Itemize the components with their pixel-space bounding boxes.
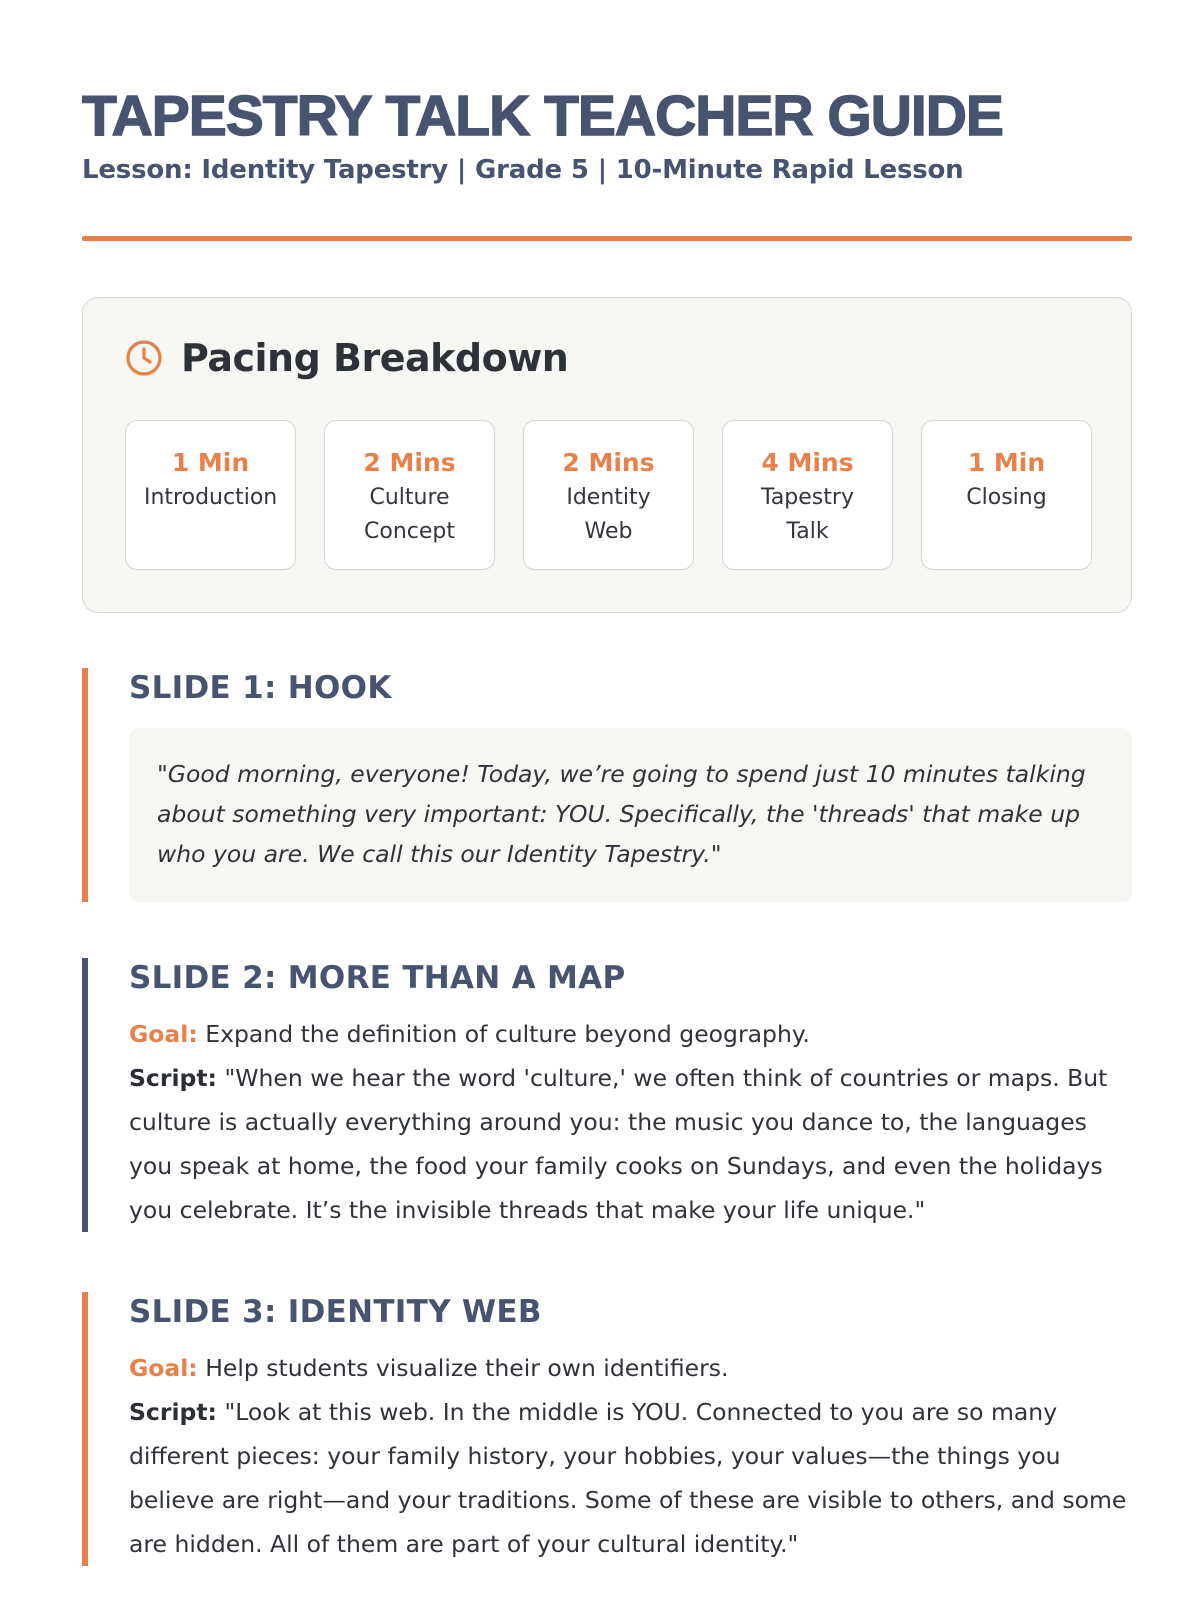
- pacing-card-culture-concept: [324, 420, 495, 570]
- pacing-card-time: 2 Mins: [562, 448, 655, 477]
- script-text: "Look at this web. In the middle is YOU. Connected to you are so many different pieces: your family history, your hobbies, your values—the things you believe are right—and your traditions. Some of these are visible to others, and some are hidden. All of them are part of your cultural identity.": [129, 1398, 1127, 1558]
- slide-2-section: [82, 958, 1132, 1232]
- slide-1-section: [82, 668, 1132, 902]
- pacing-card-label: Introduction: [144, 485, 278, 510]
- pacing-card-label: Tapestry Talk: [761, 485, 854, 544]
- slide-accent-bar: [82, 668, 88, 902]
- slide-3-title: SLIDE 3: IDENTITY WEB: [129, 1294, 542, 1330]
- goal-text: Expand the definition of culture beyond geography.: [205, 1020, 810, 1048]
- goal-text: Help students visualize their own identifiers.: [205, 1354, 729, 1382]
- pacing-card-tapestry-talk: [722, 420, 893, 570]
- slide-accent-bar: [82, 958, 88, 1232]
- slide-3-body: [129, 1346, 1132, 1566]
- slide-accent-bar: [82, 1292, 88, 1566]
- lesson-subtitle: Lesson: Identity Tapestry | Grade 5 | 10-Minute Rapid Lesson: [82, 155, 964, 185]
- header-divider: [82, 236, 1132, 241]
- pacing-card-introduction: [125, 420, 296, 570]
- pacing-panel: [82, 297, 1132, 613]
- slide-1-quote: "Good morning, everyone! Today, we’re going to spend just 10 minutes talking about something very important: YOU. Specifically, the 'threads' that make up who you are. We call this our Identity Tapestry.": [129, 728, 1132, 902]
- slide-2-body: [129, 1012, 1132, 1232]
- pacing-card-closing: [921, 420, 1092, 570]
- pacing-card-time: 1 Min: [967, 448, 1046, 477]
- slide-3-goal: [129, 1346, 1132, 1390]
- slide-3-section: [82, 1292, 1132, 1566]
- pacing-card-identity-web: [523, 420, 694, 570]
- slide-1-title: SLIDE 1: HOOK: [129, 670, 392, 706]
- pacing-card-time: 1 Min: [171, 448, 250, 477]
- goal-label: Goal:: [129, 1354, 198, 1382]
- pacing-cards: [125, 420, 1092, 570]
- clock-icon: [125, 339, 163, 377]
- script-label: Script:: [129, 1398, 217, 1426]
- pacing-card-time: 4 Mins: [761, 448, 854, 477]
- goal-label: Goal:: [129, 1020, 198, 1048]
- slide-2-title: SLIDE 2: MORE THAN A MAP: [129, 960, 626, 996]
- script-text: "When we hear the word 'culture,' we often think of countries or maps. But culture is actually everything around you: the music you dance to, the languages you speak at home, the food your family cooks on Sundays, and even the holidays you celebrate. It’s the invisible threads that make your life unique.": [129, 1064, 1108, 1224]
- slide-2-goal: [129, 1012, 1132, 1056]
- page-title: TAPESTRY TALK TEACHER GUIDE: [82, 84, 1003, 148]
- pacing-card-time: 2 Mins: [363, 448, 456, 477]
- script-label: Script:: [129, 1064, 217, 1092]
- pacing-title: Pacing Breakdown: [181, 336, 569, 380]
- pacing-header: [125, 336, 568, 380]
- slide-3-script: [129, 1390, 1132, 1566]
- pacing-card-label: Closing: [966, 485, 1047, 510]
- pacing-card-label: Identity Web: [566, 485, 651, 544]
- slide-2-script: [129, 1056, 1132, 1232]
- pacing-card-label: Culture Concept: [364, 485, 455, 544]
